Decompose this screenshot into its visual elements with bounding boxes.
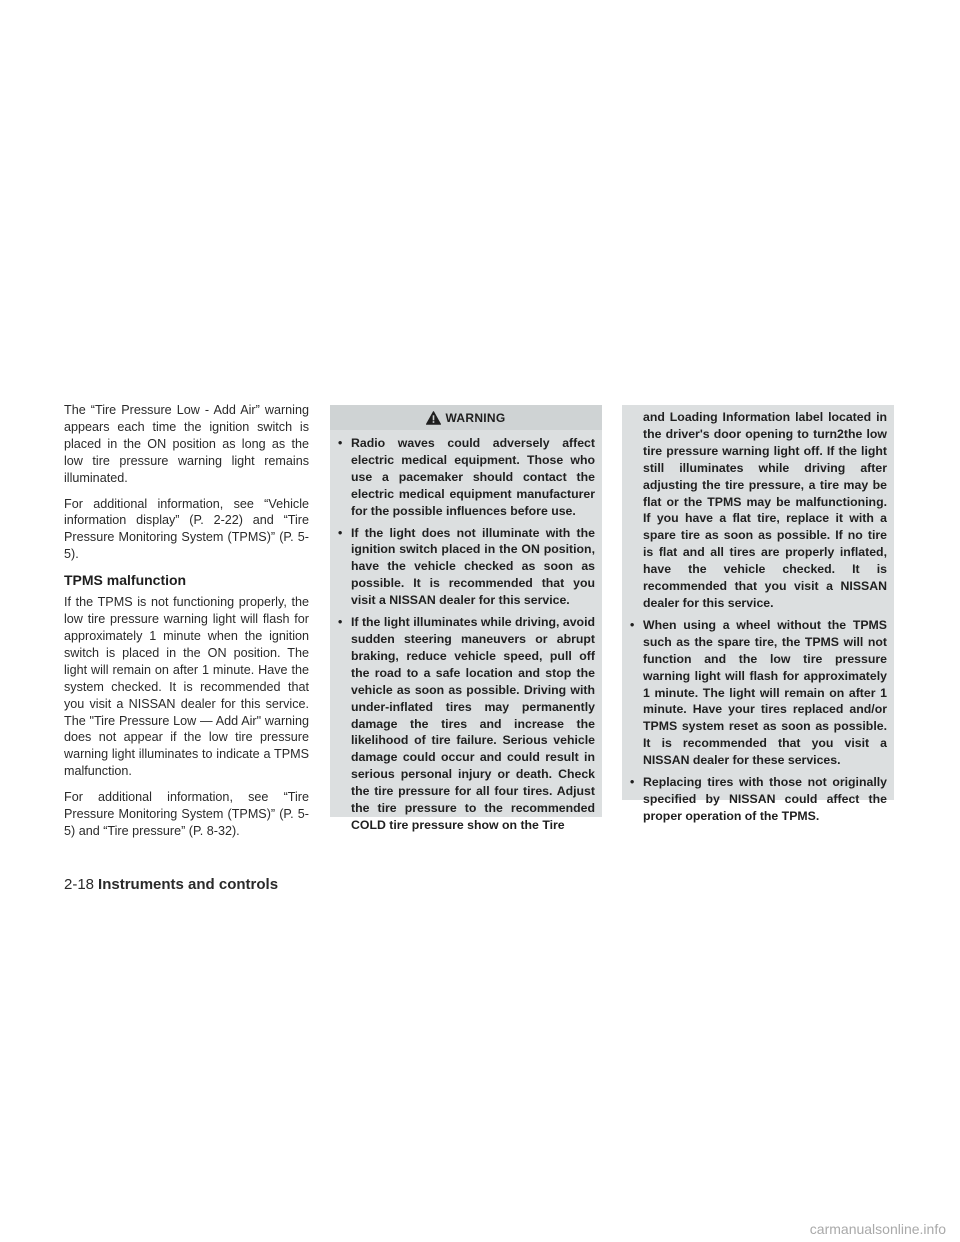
warning-item-text: If the light illuminates while driving, avoid sudden steering maneuvers or abrupt braking, reduce vehicle speed, pull off the road to a safe location and stop the vehicle as soon as possible. Driving with under-inflated tires may permanently damage the tires and increase the likelihood of tire failure. Serious vehicle damage could occur and could result in serious personal injury or death. Check the tire pressure for all four tires. Adjust the tire pressure to the recommended COLD tire pressure show on the Tire — [351, 615, 595, 832]
warning-title: WARNING — [445, 410, 506, 425]
section-title: Instruments and controls — [98, 876, 279, 893]
warning-item — [630, 617, 887, 769]
warning-header — [330, 405, 602, 430]
left-column — [64, 402, 309, 849]
warning-item-text: Radio waves could adversely affect electric medical equipment. Those who use a pacemaker should contact the electric medical equipment manufacturer for the possible influences before use. — [351, 436, 595, 518]
paragraph-see-also: For additional information, see “Tire Pressure Monitoring System (TPMS)” (P. 5-5) and “Tire pressure” (P. 8-32). — [64, 790, 309, 838]
warning-item-text: Replacing tires with those not originally specified by NISSAN could affect the proper operation of the TPMS. — [643, 775, 887, 823]
warning-item — [338, 614, 595, 834]
warning-item — [338, 435, 595, 520]
bullet: • — [338, 525, 343, 540]
paragraph-tpms-malfunction: If the TPMS is not functioning properly, the low tire pressure warning light will flash for approximately 1 minute when the ignition switch is placed in the ON position. The light will remain on after 1 minute. Have the system checked. It is recommended that you visit a NISSAN dealer for this service. The "Tire Pressure Low — Add Air" warning does not appear if the low tire pressure warning light illuminates to indicate a TPMS malfunction. — [64, 595, 309, 779]
page-footer — [64, 876, 278, 894]
warning-body-right — [630, 409, 887, 830]
bullet: • — [338, 436, 343, 450]
bullet: • — [338, 615, 343, 630]
bullet: • — [630, 617, 635, 632]
paragraph-tire-pressure-warning: The “Tire Pressure Low - Add Air” warning appears each time the ignition switch is placed in the ON position as long as the low tire pressure warning light remains illuminated. — [64, 403, 309, 485]
warning-body-left — [338, 435, 595, 839]
warning-item-continuation: and Loading Information label located in the driver's door opening to turn2the low tire pressure warning light off. If the light still illuminates while driving after adjusting the tire pressure, a tire may be flat or the TPMS may be malfunctioning. If you have a flat tire, replace it with a spare tire as soon as possible. If no tire is flat and all tires are properly inflated, have the vehicle checked. It is recommended that you visit a NISSAN dealer for this service. — [643, 410, 887, 610]
warning-item — [338, 525, 595, 610]
warning-item-text: If the light does not illuminate with the ignition switch placed in the ON position, have the vehicle checked as soon as possible. It is recommended that you visit a NISSAN dealer for this service. — [351, 525, 595, 608]
warning-item — [630, 774, 887, 825]
warning-box-continued — [622, 405, 894, 823]
bullet: • — [630, 775, 635, 790]
watermark: carmanualsonline.info — [809, 1221, 946, 1237]
warning-item-text: When using a wheel without the TPMS such as the spare tire, the TPMS will not function and the low tire pressure warning light will flash for approximately 1 minute. The light will remain on after 1 minute. Have your tires replaced and/or TPMS system reset as soon as possible. It is recommended that you visit a NISSAN dealer for these services. — [643, 617, 887, 768]
warning-triangle-icon — [426, 411, 441, 425]
page-number: 2-18 — [64, 876, 95, 893]
warning-box — [330, 405, 602, 832]
section-heading-tpms-malfunction: TPMS malfunction — [64, 572, 187, 589]
paragraph-additional-info: For additional information, see “Vehicle information display” (P. 2-22) and “Tire Pressure Monitoring System (TPMS)” (P. 5-5). — [64, 496, 309, 562]
